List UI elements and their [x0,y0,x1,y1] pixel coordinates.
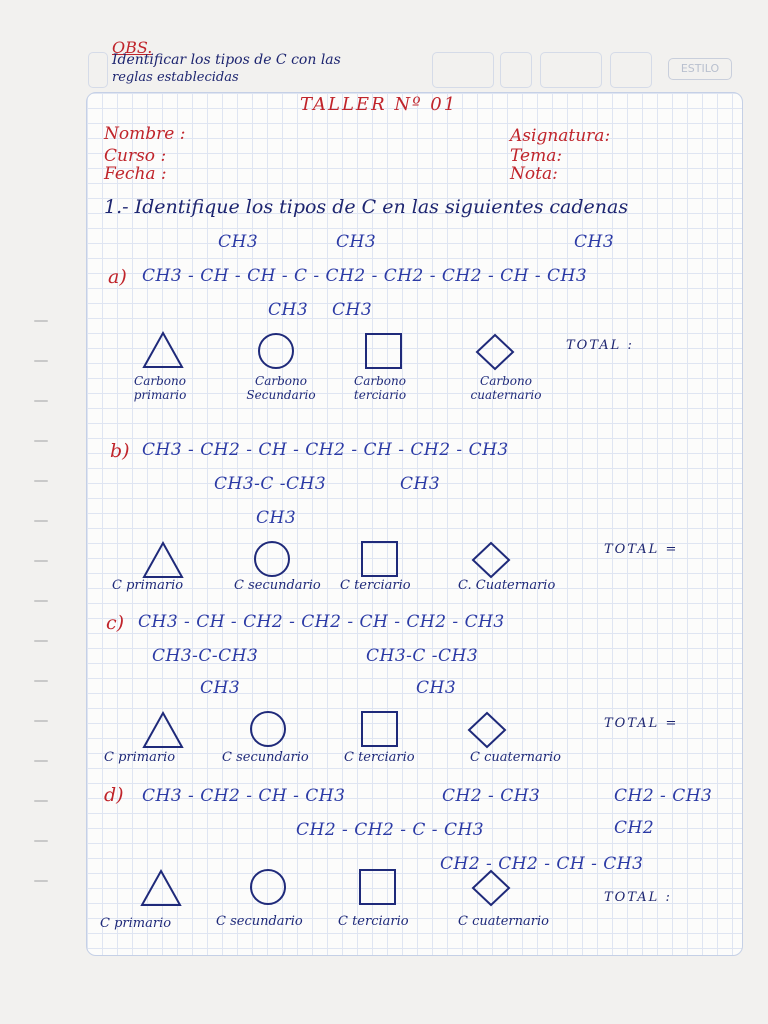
item-c-label-terciario: C terciario [344,750,415,765]
obs-label: OBS. [112,38,153,57]
item-b-label-primario: C primario [112,578,184,593]
item-d-line-1c: CH2 - CH3 [614,786,713,806]
brand-logo: ESTILO [668,58,732,80]
square-icon [360,540,400,580]
circle-icon [248,710,288,750]
item-c-total: TOTAL = [604,716,679,731]
item-d-line-3: CH2 - CH2 - CH - CH3 [440,854,644,874]
item-b-label-secundario: C secundario [234,578,321,593]
item-c-branch-2: CH3-C -CH3 [366,646,479,666]
header-box-5 [610,52,652,88]
circle-icon [252,540,292,580]
item-c-label-secundario: C secundario [222,750,309,765]
item-b-label-cuaternario: C. Cuaternario [458,578,556,593]
diamond-icon [470,540,512,580]
item-a-total: TOTAL : [566,338,634,353]
item-c-label-primario: C primario [104,750,176,765]
item-d-label-primario: C primario [100,916,172,931]
item-a-label-primario: Carbono primario [133,374,187,402]
page-title: TALLER Nº 01 [300,94,458,115]
square-icon [358,868,398,908]
header-box-1 [88,52,108,88]
binder-hole [34,840,48,842]
item-d-line-1: CH3 - CH2 - CH - CH3 [142,786,346,806]
field-curso: Curso : [104,146,167,166]
triangle-icon [140,868,182,908]
triangle-icon [142,710,184,750]
item-a-sub-top-2: CH3 [336,232,377,252]
item-c-letter: c) [106,612,125,634]
item-d-line-2: CH2 - CH2 - C - CH3 [296,820,485,840]
binder-hole [34,600,48,602]
item-b-total: TOTAL = [604,542,679,557]
item-d-label-terciario: C terciario [338,914,409,929]
diamond-icon [474,332,516,372]
item-a-label-secundario: Carbono Secundario [246,374,316,402]
item-c-main-chain: CH3 - CH - CH2 - CH2 - CH - CH2 - CH3 [138,612,505,632]
item-d-line-2c: CH2 [614,818,655,838]
item-a-sub-bot-2: CH3 [332,300,373,320]
item-b-branch-1-bottom: CH3 [256,508,297,528]
square-icon [364,332,404,372]
item-c-label-cuaternario: C cuaternario [470,750,561,765]
field-tema: Tema: [510,146,563,166]
square-icon [360,710,400,750]
item-d-line-1b: CH2 - CH3 [442,786,541,806]
item-b-branch-1: CH3-C -CH3 [214,474,327,494]
binder-hole [34,520,48,522]
diamond-icon [470,868,512,908]
field-fecha: Fecha : [104,164,167,184]
binder-hole [34,400,48,402]
item-a-sub-bot-1: CH3 [268,300,309,320]
item-a-letter: a) [108,266,127,288]
header-box-3 [500,52,532,88]
field-nombre: Nombre : [104,124,186,144]
item-c-branch-2-bottom: CH3 [416,678,457,698]
item-b-letter: b) [110,440,130,462]
item-d-label-cuaternario: C cuaternario [458,914,549,929]
note-line-1: Identificar los tipos de C con las [112,52,341,68]
diamond-icon [466,710,508,750]
binder-hole [34,360,48,362]
item-c-branch-1: CH3-C-CH3 [152,646,259,666]
field-asignatura: Asignatura: [510,126,611,146]
item-a-label-cuaternario: Carbono cuaternario [470,374,542,402]
item-b-branch-2: CH3 [400,474,441,494]
binder-hole [34,320,48,322]
triangle-icon [142,330,184,370]
header-box-2 [432,52,494,88]
circle-icon [256,332,296,372]
item-a-sub-top-3: CH3 [574,232,615,252]
item-b-label-terciario: C terciario [340,578,411,593]
header-box-4 [540,52,602,88]
binder-hole [34,480,48,482]
binder-hole [34,800,48,802]
item-b-main-chain: CH3 - CH2 - CH - CH2 - CH - CH2 - CH3 [142,440,509,460]
item-a-sub-top-1: CH3 [218,232,259,252]
binder-hole [34,640,48,642]
binder-hole [34,880,48,882]
item-d-letter: d) [104,784,124,806]
binder-hole [34,560,48,562]
instruction-text: 1.- Identifique los tipos de C en las siguientes cadenas [104,196,629,218]
item-c-branch-1-bottom: CH3 [200,678,241,698]
item-d-total: TOTAL : [604,890,672,905]
circle-icon [248,868,288,908]
binder-hole [34,760,48,762]
item-d-label-secundario: C secundario [216,914,303,929]
triangle-icon [142,540,184,580]
binder-hole [34,440,48,442]
field-nota: Nota: [510,164,558,184]
item-a-label-terciario: Carbono terciario [353,374,407,402]
binder-hole [34,720,48,722]
note-line-2: reglas establecidas [112,70,239,85]
item-a-main-chain: CH3 - CH - CH - C - CH2 - CH2 - CH2 - CH - CH3 [142,266,588,286]
binder-hole [34,680,48,682]
